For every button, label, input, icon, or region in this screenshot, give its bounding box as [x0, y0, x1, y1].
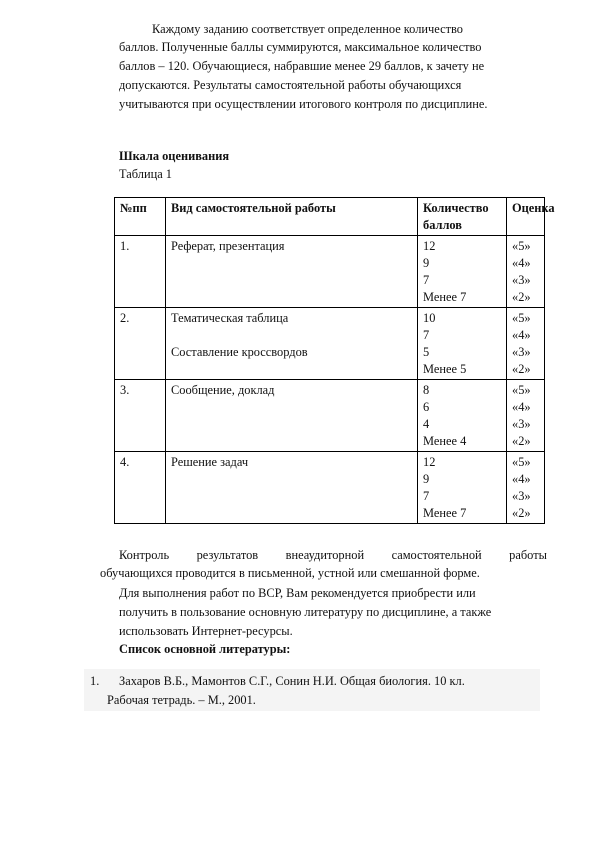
recommend-line-2: получить в пользование основную литературу по дисциплине, а также — [119, 605, 492, 619]
control-word: самостоятельной — [391, 548, 482, 562]
row-num: 1. — [115, 236, 166, 308]
table-row — [115, 380, 545, 452]
control-paragraph-line-2: обучающихся проводится в письменной, устной или смешанной форме. — [100, 566, 480, 580]
literature-item-line-1: Захаров В.Б., Мамонтов С.Г., Сонин Н.И. Общая биология. 10 кл. — [119, 674, 465, 688]
control-word: работы — [509, 548, 547, 562]
intro-line-2: баллов. Полученные баллы суммируются, максимальное количество — [119, 40, 482, 54]
table-row — [115, 236, 545, 308]
row-grades: «5» «4» «3» «2» — [507, 236, 545, 308]
table-header-row — [115, 198, 545, 236]
control-paragraph-line-1 — [119, 546, 547, 564]
header-num: №пп — [115, 198, 166, 236]
literature-item-line-2: Рабочая тетрадь. – М., 2001. — [107, 693, 256, 707]
table-row — [115, 308, 545, 380]
header-grade: Оценка — [507, 198, 545, 236]
table-row — [115, 452, 545, 524]
row-grades: «5» «4» «3» «2» — [507, 308, 545, 380]
recommend-line-1: Для выполнения работ по ВСР, Вам рекомендуется приобрести или — [119, 586, 476, 600]
control-word: Контроль — [119, 548, 170, 562]
row-num: 3. — [115, 380, 166, 452]
grading-table — [114, 197, 555, 524]
row-work-type: Сообщение, доклад — [166, 380, 418, 452]
intro-line-1: Каждому заданию соответствует определенное количество — [152, 22, 463, 36]
scale-title: Шкала оценивания — [119, 149, 230, 163]
intro-line-5: учитываются при осуществлении итогового контроля по дисциплине. — [119, 97, 488, 111]
row-points: 8 6 4 Менее 4 — [418, 380, 507, 452]
intro-line-4: допускаются. Результаты самостоятельной работы обучающихся — [119, 78, 462, 92]
row-work-type: Тематическая таблица Составление кроссвордов — [166, 308, 418, 380]
literature-title: Список основной литературы: — [119, 642, 291, 656]
table-caption: Таблица 1 — [119, 167, 172, 181]
header-work-type: Вид самостоятельной работы — [166, 198, 418, 236]
literature-item-number: 1. — [90, 674, 100, 688]
header-points: Количество баллов — [418, 198, 507, 236]
recommend-line-3: использовать Интернет-ресурсы. — [119, 624, 293, 638]
intro-line-3: баллов – 120. Обучающиеся, набравшие менее 29 баллов, к зачету не — [119, 59, 485, 73]
row-work-type: Реферат, презентация — [166, 236, 418, 308]
row-work-type: Решение задач — [166, 452, 418, 524]
row-grades: «5» «4» «3» «2» — [507, 380, 545, 452]
row-num: 2. — [115, 308, 166, 380]
control-word: результатов — [196, 548, 259, 562]
row-points: 12 9 7 Менее 7 — [418, 452, 507, 524]
row-num: 4. — [115, 452, 166, 524]
row-points: 10 7 5 Менее 5 — [418, 308, 507, 380]
row-points: 12 9 7 Менее 7 — [418, 236, 507, 308]
control-word: внеаудиторной — [285, 548, 365, 562]
row-grades: «5» «4» «3» «2» — [507, 452, 545, 524]
